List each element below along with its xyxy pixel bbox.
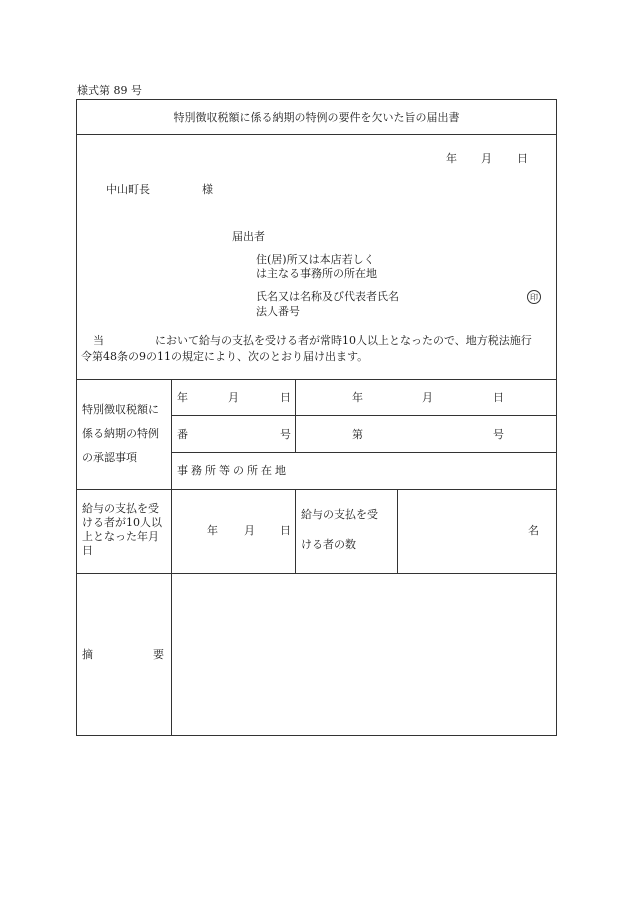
form-number: 様式第 89 号 — [77, 84, 142, 97]
approval-row-line-2 — [171, 452, 557, 453]
form-title: 特別徴収税額に係る納期の特例の要件を欠いた旨の届出書 — [173, 111, 460, 124]
header-date-day: 日 — [517, 152, 528, 165]
approval-split-line — [295, 379, 296, 453]
header-date-year: 年 — [446, 152, 457, 165]
approval-label-line3: の承認事項 — [82, 451, 137, 464]
office-location-label: 事務所等の所在地 — [177, 464, 289, 477]
approval-top-line — [76, 379, 557, 380]
statement-text-line2: 令第48条の9の11の規定により、次のとおり届け出ます。 — [81, 350, 369, 363]
reached-ten-label-line4: 日 — [82, 544, 93, 557]
seal-mark: 印 — [527, 290, 541, 304]
addressee-honorific: 様 — [202, 183, 213, 196]
reached-ten-date-day: 日 — [280, 524, 291, 537]
approval-number-right-prefix: 第 — [352, 428, 363, 441]
approval-number-suffix: 号 — [280, 428, 291, 441]
summary-label-right: 要 — [153, 648, 164, 661]
employees-split-line-2 — [397, 489, 398, 573]
addressee: 中山町長 — [106, 183, 150, 196]
summary-field[interactable] — [172, 574, 556, 735]
employee-count-label-line1: 給与の支払を受 — [301, 508, 378, 521]
corp-number-label: 法人番号 — [256, 305, 300, 318]
approval-date-right-year: 年 — [352, 391, 363, 404]
reached-ten-label-line2: ける者が10人以 — [82, 516, 162, 529]
name-label: 氏名又は名称及び代表者氏名 — [256, 290, 399, 303]
approval-date-month: 月 — [228, 391, 239, 404]
reporter-label: 届出者 — [232, 230, 265, 243]
reached-ten-label-line3: 上となった年月 — [82, 530, 159, 543]
statement-lead: 当 — [93, 334, 104, 347]
approval-label-line1: 特別徴収税額に — [82, 403, 159, 416]
approval-date-day: 日 — [280, 391, 291, 404]
title-divider — [76, 134, 557, 135]
address-label-line1: 住(居)所又は本店若しく — [256, 253, 375, 266]
summary-label-left: 摘 — [82, 648, 93, 661]
reached-ten-label-line1: 給与の支払を受 — [82, 502, 159, 515]
statement-text-line1: において給与の支払を受ける者が常時10人以上となったので、地方税法施行 — [155, 334, 532, 347]
approval-date-right-day: 日 — [493, 391, 504, 404]
approval-number-prefix: 番 — [177, 428, 188, 441]
reached-ten-date-year: 年 — [207, 524, 218, 537]
approval-date-right-month: 月 — [422, 391, 433, 404]
reached-ten-date-month: 月 — [244, 524, 255, 537]
employee-count-unit: 名 — [528, 524, 539, 537]
address-label-line2: は主なる事務所の所在地 — [256, 267, 377, 280]
header-date-month: 月 — [481, 152, 492, 165]
employee-count-label-line2: ける者の数 — [301, 538, 356, 551]
approval-bottom-line — [76, 489, 557, 490]
approval-number-right-suffix: 号 — [493, 428, 504, 441]
approval-label-line2: 係る納期の特例 — [82, 427, 159, 440]
approval-row-line-1 — [171, 415, 557, 416]
employees-split-line-1 — [295, 489, 296, 573]
approval-date-year: 年 — [177, 391, 188, 404]
